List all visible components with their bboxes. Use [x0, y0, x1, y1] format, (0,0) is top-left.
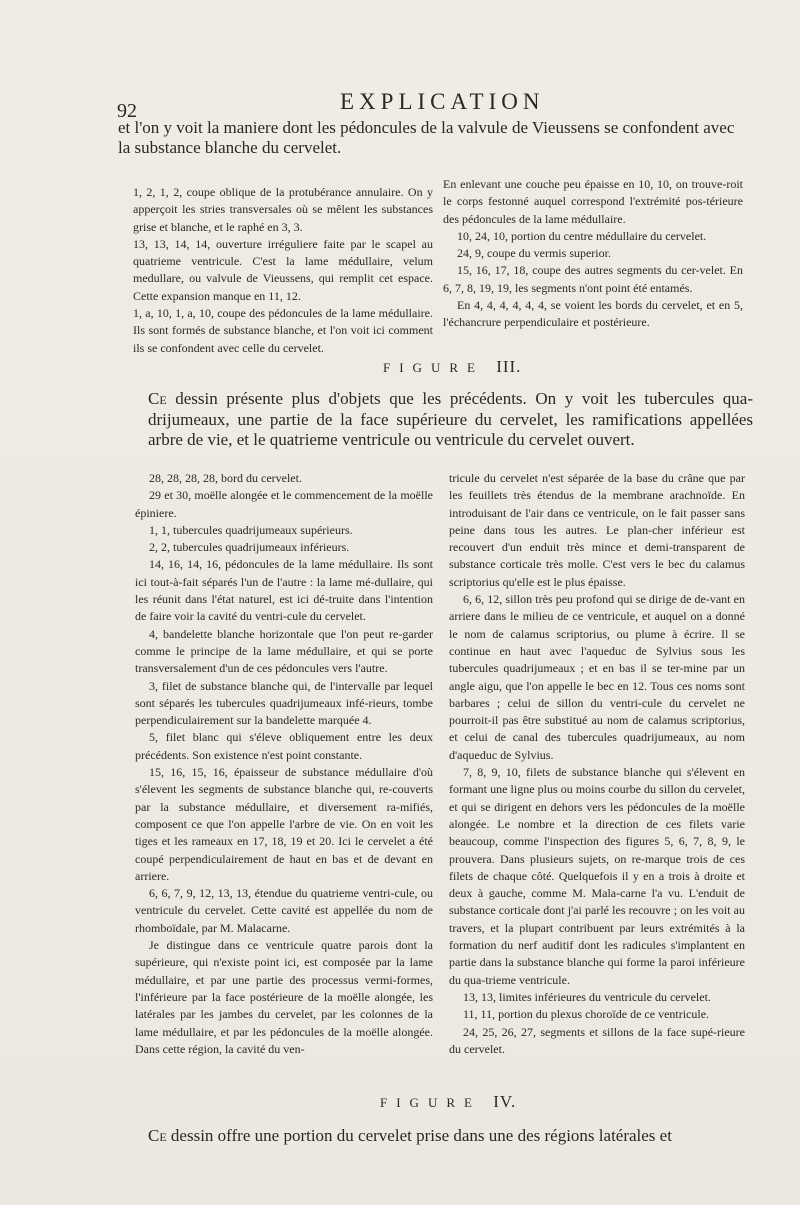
- paragraph: En 4, 4, 4, 4, 4, 4, se voient les bords du cervelet, et en 5, l'échancrure perpendiculaire et postérieure.: [443, 298, 743, 330]
- lead-text: dessin offre une portion du cervelet prise dans une des régions latérales et: [170, 1126, 672, 1145]
- paragraph: 6, 6, 12, sillon très peu profond qui se dirige de de-vant en arriere dans le milieu de ce ventricule, et auquel on a donné le nom de calamus scriptorius, ou plume à écrire. Il se continue en haut avec l'aqueduc de Sylvius sous les tubercules quadrijumeaux ; et en bas il se ter-mine par un angle aigu, que l'on appelle le bec en 12. Tous ces noms sont barbares ; celui de sillon du ventri-cule du cervelet ne pourroit-il pas être substitué au nom de calamus scriptorius, et celui de canal des tubercules quadrijumeaux, au nom d'aqueduc de Sylvius.: [449, 592, 745, 762]
- paragraph: 3, filet de substance blanche qui, de l'intervalle par lequel sont séparés les tubercules quadrijumeaux infé-rieurs, tombe perpendiculairement sur la bandelette marquée 4.: [135, 678, 433, 728]
- figure-3-right-column: [449, 470, 745, 1058]
- paragraph: 7, 8, 9, 10, filets de substance blanche qui s'élevent en formant une ligne plus ou moins courbe du sillon du cervelet, et qui se dirigent en dehors vers les pédoncules de la moëlle alongée. Le nombre et la direction de ces filets varie beaucoup, comme l'inspection des figures 5, 6, 7, 8, 9, le prouvera. Dans plusieurs sujets, on re-marque trois de ces filets de chaque côté. Quelquefois il y en a trois à droite et deux à gauche, comme M. Mala-carne l'a vu. L'enduit de substance corticale dont j'ai parlé les recouvre ; on les voit au travers, et la plupart contribuent par leurs extrémités à la formation du nerf auditif dont les radicules s'implantent en partie dans la substance blanche qui forme la paroi inférieure du qua-trieme ventricule.: [449, 765, 745, 987]
- paragraph: 24, 9, coupe du vermis superior.: [457, 246, 611, 261]
- section2-left-column: [133, 184, 433, 357]
- figure-4-heading: [380, 1092, 516, 1112]
- figure-3-heading: [383, 357, 521, 377]
- figure-3-lead-paragraph: [148, 389, 753, 451]
- paragraph: 1, a, 10, 1, a, 10, coupe des pédoncules de la lame médullaire. Ils sont formés de substance blanche, et l'on voit ici comment ils se confondent avec celle du cervelet.: [133, 306, 433, 355]
- paragraph: 1, 2, 1, 2, coupe oblique de la protubérance annulaire. On y apperçoit les stries transversales où se mêlent les substances grise et blanche, et le raphé en 3, 3.: [133, 185, 433, 234]
- paragraph: 24, 25, 26, 27, segments et sillons de la face supé-rieure du cervelet.: [449, 1024, 745, 1056]
- lead-initial: Ce: [148, 389, 167, 408]
- paragraph: 4, bandelette blanche horizontale que l'on peut re-garder comme le principe de la lame médullaire, et qui se porte transversalement d'un de ces pédoncules vers l'autre.: [135, 626, 433, 676]
- figure-4-lead-paragraph: [148, 1126, 758, 1146]
- paragraph: 15, 16, 17, 18, coupe des autres segments du cer-velet. En 6, 7, 8, 19, 19, les segments n'ont point été entamés.: [443, 263, 743, 295]
- paragraph: tricule du cervelet n'est séparée de la base du crâne que par les feuillets très étendus de la membrane arachnoïde. En introduisant de l'air dans ce ventricule, on le fait passer sans peine dans tous les autres. Le plan-cher inférieur est recouvert d'un enduit très mince et demi-transparent de substance corticale très molle. C'est vers le bec du calamus scriptorius qu'elle est le plus épaisse.: [449, 471, 745, 589]
- figure-number: III.: [496, 357, 522, 376]
- figure-number: IV.: [493, 1092, 517, 1111]
- page-number: 92: [117, 100, 137, 122]
- running-title: EXPLICATION: [340, 89, 545, 114]
- figure-3-left-column: [135, 470, 433, 1058]
- figure-word: FIGURE: [383, 360, 484, 375]
- paragraph: 11, 11, portion du plexus choroïde de ce ventricule.: [463, 1007, 710, 1022]
- paragraph: 5, filet blanc qui s'éleve obliquement entre les deux précédents. Son existence n'est point constante.: [135, 730, 433, 762]
- lead-initial: Ce: [148, 1126, 167, 1145]
- paragraph: 13, 13, limites inférieures du ventricule du cervelet.: [463, 989, 711, 1004]
- paragraph: 28, 28, 28, 28, bord du cervelet.: [149, 471, 302, 485]
- paragraph: 29 et 30, moëlle alongée et le commencement de la moëlle épiniere.: [135, 488, 433, 520]
- paragraph: 13, 13, 14, 14, ouverture irréguliere faite par le scapel au quatrieme ventricule. C'est la lame médullaire, velum medullare, ou valvule de Vieussens, qui remplit cet espace. Cette expansion manque en 11, 12.: [133, 236, 433, 303]
- paragraph: 2, 2, tubercules quadrijumeaux inférieurs.: [149, 540, 350, 555]
- paragraph: En enlevant une couche peu épaisse en 10, 10, on trouve-roit le corps festonné auquel correspond l'extrémité pos-térieure des pédoncules de la lame médullaire.: [443, 177, 743, 226]
- paragraph: 6, 6, 7, 9, 12, 13, 13, étendue du quatrieme ventri-cule, ou ventricule du cervelet. Cette cavité est appellée du nom de rhomboïdale, par M. Malacarne.: [135, 886, 433, 935]
- lead-text: dessin présente plus d'objets que les précédents. On y voit les tubercules qua-drijumeaux, une partie de la face supérieure du cervelet, les ramifications appellées arbre de vie, et le quatrieme ventricule ou ventricule du cervelet ouvert.: [148, 389, 753, 449]
- paragraph: Je distingue dans ce ventricule quatre parois dont la supérieure, qui n'existe point ici, est composée par la lame médullaire, et par une partie des processus vermi-formes, l'inférieure par la face postérieure de la moëlle alongée, les latérales par les jambes du cervelet, par les colonnes de la lame médullaire, et par les pédoncules de la moëlle alongée. Dans cette région, la cavité du ven-: [135, 938, 433, 1056]
- paragraph: 14, 16, 14, 16, pédoncules de la lame médullaire. Ils sont ici tout-à-fait séparés l'un de l'autre : la lame mé-dullaire, qui les réunit dans l'état naturel, est ici dé-truite dans l'intention de faire voir la cavité du ventri-cule du cervelet.: [135, 557, 433, 624]
- paragraph: 10, 24, 10, portion du centre médullaire du cervelet.: [457, 228, 707, 243]
- figure-word: FIGURE: [380, 1095, 481, 1110]
- section2-right-column: [443, 176, 743, 332]
- paragraph: 15, 16, 15, 16, épaisseur de substance médullaire d'où s'élevent les segments de substance blanche qui, re-couverts par la substance médullaire, et diversement ra-mifiés, composent ce que l'on appelle l'arbre de vie. On en voit les tiges et les rameaux en 17, 18, 19 et 20. Ici le cervelet a été coupé perpendiculairement de haut en bas et de devant en arriere.: [135, 765, 433, 883]
- intro-paragraph: et l'on y voit la maniere dont les pédoncules de la valvule de Vieussens se confondent avec la substance blanche du cervelet.: [118, 118, 735, 157]
- paragraph: 1, 1, tubercules quadrijumeaux supérieurs.: [149, 522, 353, 537]
